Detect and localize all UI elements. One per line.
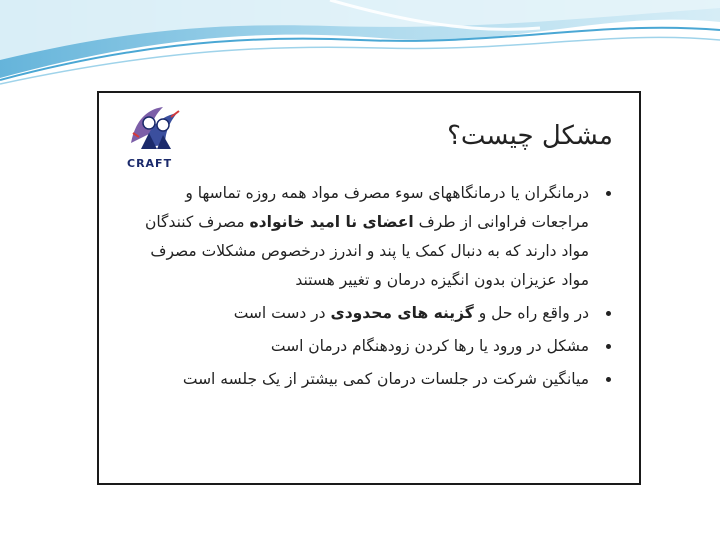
bullet-item [129, 299, 617, 328]
bullet-text: در واقع راه حل و [473, 304, 589, 322]
craft-logo-icon [125, 103, 185, 155]
bullet-text: درمانگران یا درمانگاههای سوء مصرف مواد همه روزه تماسها و مراجعات فراوانی از طرف [185, 184, 589, 231]
bullet-bold-text: گزینه های محدودی [330, 304, 474, 322]
bullet-item [129, 365, 617, 394]
slide-image-frame [97, 91, 641, 485]
bullet-item [129, 179, 617, 295]
bullet-text: مصرف کنندگان مواد دارند که به دنبال کمک یا پند و اندرز درخصوص مشکلات مصرف مواد عزیزان بدون انگیزه درمان و تغییر هستند [144, 213, 589, 289]
slide-title: مشکل چیست؟ [447, 121, 613, 151]
bullet-bold-text: اعضای نا امید خانواده [249, 213, 414, 231]
logo-text: CRAFT [127, 157, 173, 170]
craft-logo [117, 103, 197, 177]
bullet-text: در دست است [233, 304, 331, 322]
bullet-text: میانگین شرکت در جلسات درمان کمی بیشتر از یک جلسه است [182, 370, 589, 388]
bullet-list [129, 179, 617, 394]
bullet-text: مشکل در ورود یا رها کردن زودهنگام درمان است [270, 337, 589, 355]
header-wave-decoration [0, 0, 720, 90]
bullet-item [129, 332, 617, 361]
